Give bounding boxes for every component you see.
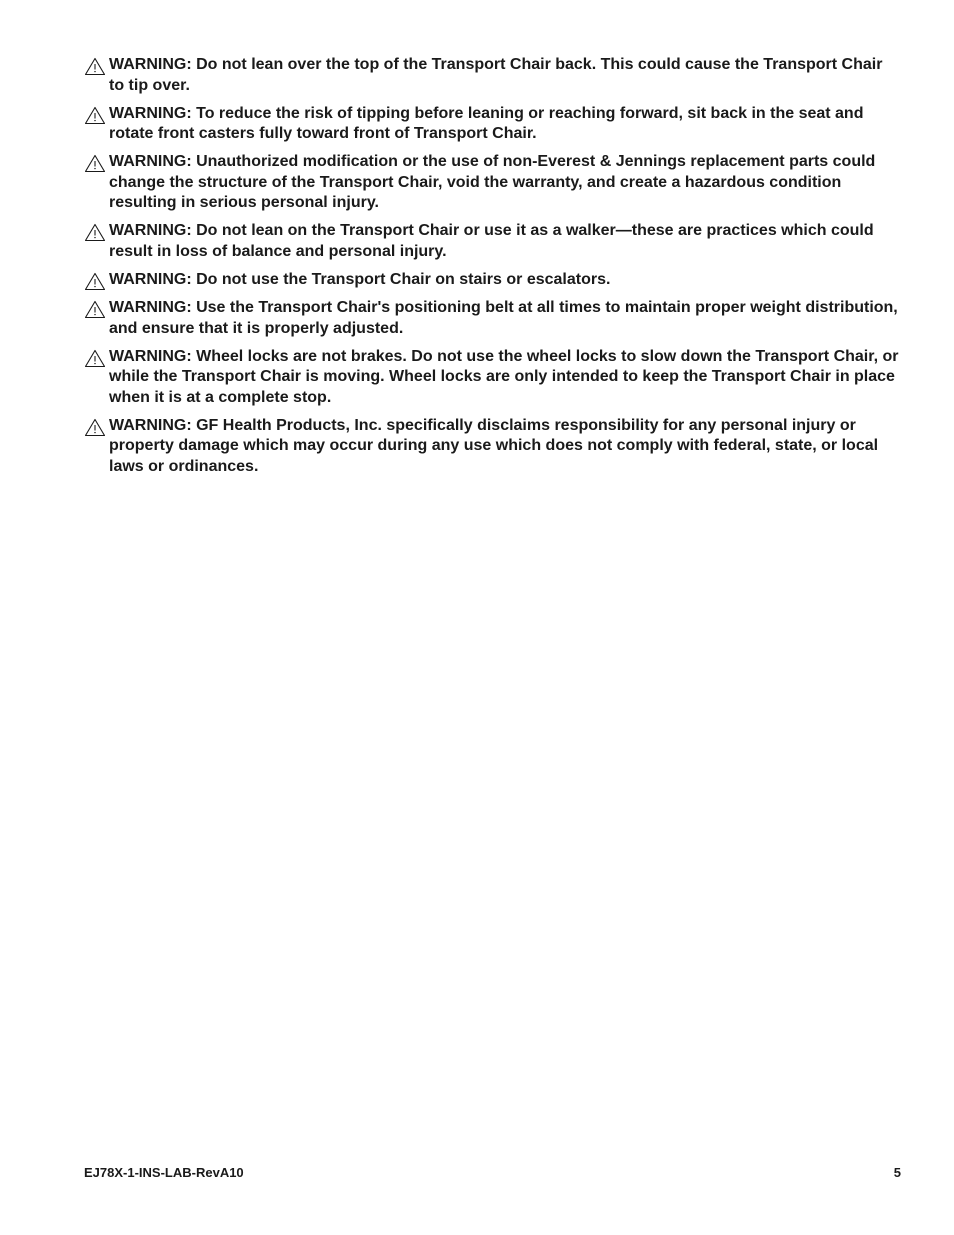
warning-triangle-icon: [84, 154, 106, 173]
warning-item: [84, 347, 900, 409]
warning-triangle-icon: [84, 106, 106, 125]
warning-item: [84, 416, 900, 478]
warning-text: WARNING: Wheel locks are not brakes. Do not use the wheel locks to slow down the Transport Chair, or while the Transport Chair is moving. Wheel locks are only intended to keep the Transport Chair in place when it is at a complete stop.: [109, 347, 899, 406]
page-number: 5: [893, 1165, 901, 1180]
warning-triangle-icon: [84, 418, 106, 437]
warning-text: WARNING: Do not lean on the Transport Chair or use it as a walker—these are practices which could result in loss of balance and personal injury.: [109, 222, 874, 260]
warning-triangle-icon: [84, 300, 106, 319]
warning-triangle-icon: [84, 272, 106, 291]
warning-text: WARNING: GF Health Products, Inc. specifically disclaims responsibility for any personal injury or property damage which may occur during any use which does not comply with federal, state, or local laws or ordinances.: [109, 416, 879, 475]
warning-triangle-icon: [84, 57, 106, 76]
warning-text: WARNING: To reduce the risk of tipping before leaning or reaching forward, sit back in the seat and rotate front casters fully toward front of Transport Chair.: [109, 104, 864, 142]
warning-text: WARNING: Use the Transport Chair's positioning belt at all times to maintain proper weight distribution, and ensure that it is properly adjusted.: [109, 299, 898, 337]
warning-text: WARNING: Do not use the Transport Chair on stairs or escalators.: [109, 270, 611, 288]
warning-item: [84, 104, 900, 145]
warning-item: [84, 221, 900, 262]
warnings-list: [84, 55, 900, 485]
warning-triangle-icon: [84, 223, 106, 242]
warning-item: [84, 152, 900, 214]
warning-text: WARNING: Do not lean over the top of the Transport Chair back. This could cause the Transport Chair to tip over.: [109, 56, 883, 94]
warning-item: [84, 55, 900, 96]
warning-text: WARNING: Unauthorized modification or the use of non-Everest & Jennings replacement parts could change the structure of the Transport Chair, void the warranty, and create a hazardous condition resulting in serious personal injury.: [109, 153, 876, 211]
warning-item: [84, 298, 900, 339]
document-code: EJ78X-1-INS-LAB-RevA10: [84, 1165, 244, 1180]
warning-item: [84, 270, 900, 291]
warning-triangle-icon: [84, 349, 106, 368]
